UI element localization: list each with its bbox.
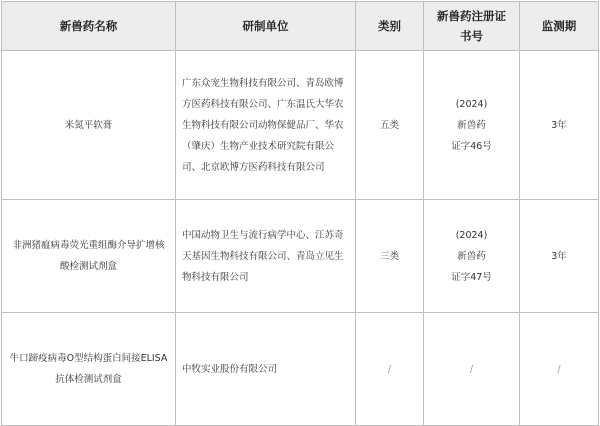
header-cert-line1: 新兽药注册证 [437,9,506,23]
cert-year: (2024) [455,229,488,241]
header-cert-number [424,2,520,51]
table-header-row [2,2,599,51]
drug-name: 米氮平软膏 [2,51,176,200]
table-row [2,313,599,426]
developer: 中牧实业股份有限公司 [176,313,356,426]
cert-number: / [424,313,520,426]
drug-name: 牛口蹄疫病毒O型结构蛋白间接ELISA抗体检测试剂盒 [2,313,176,426]
monitoring-period: 3年 [520,51,599,200]
cert-number [424,200,520,313]
cert-no: 证字47号 [451,271,492,283]
cert-prefix: 新兽药 [457,250,486,262]
category: / [356,313,424,426]
table-row [2,51,599,200]
header-cert-line2: 书号 [460,29,483,43]
cert-number [424,51,520,200]
category: 五类 [356,51,424,200]
table-row [2,200,599,313]
header-monitoring-period: 监测期 [520,2,599,51]
drug-name: 非洲猪瘟病毒荧光重组酶介导扩增核酸检测试剂盒 [2,200,176,313]
developer: 中国动物卫生与流行病学中心、江苏奇天基因生物科技有限公司、青岛立见生物科技有限公司 [176,200,356,313]
vet-drug-registration-table [1,1,599,426]
developer: 广东众宠生物科技有限公司、青岛欧博方医药科技有限公司、广东温氏大华农生物科技有限公司动物保健品厂、华农（肇庆）生物产业技术研究院有限公司、北京欧博方医药科技有限公司 [176,51,356,200]
cert-no: 证字46号 [451,140,492,152]
header-drug-name: 新兽药名称 [2,2,176,51]
monitoring-period: / [520,313,599,426]
category: 三类 [356,200,424,313]
cert-prefix: 新兽药 [457,119,486,131]
header-category: 类别 [356,2,424,51]
cert-year: (2024) [455,98,488,110]
monitoring-period: 3年 [520,200,599,313]
header-developer: 研制单位 [176,2,356,51]
